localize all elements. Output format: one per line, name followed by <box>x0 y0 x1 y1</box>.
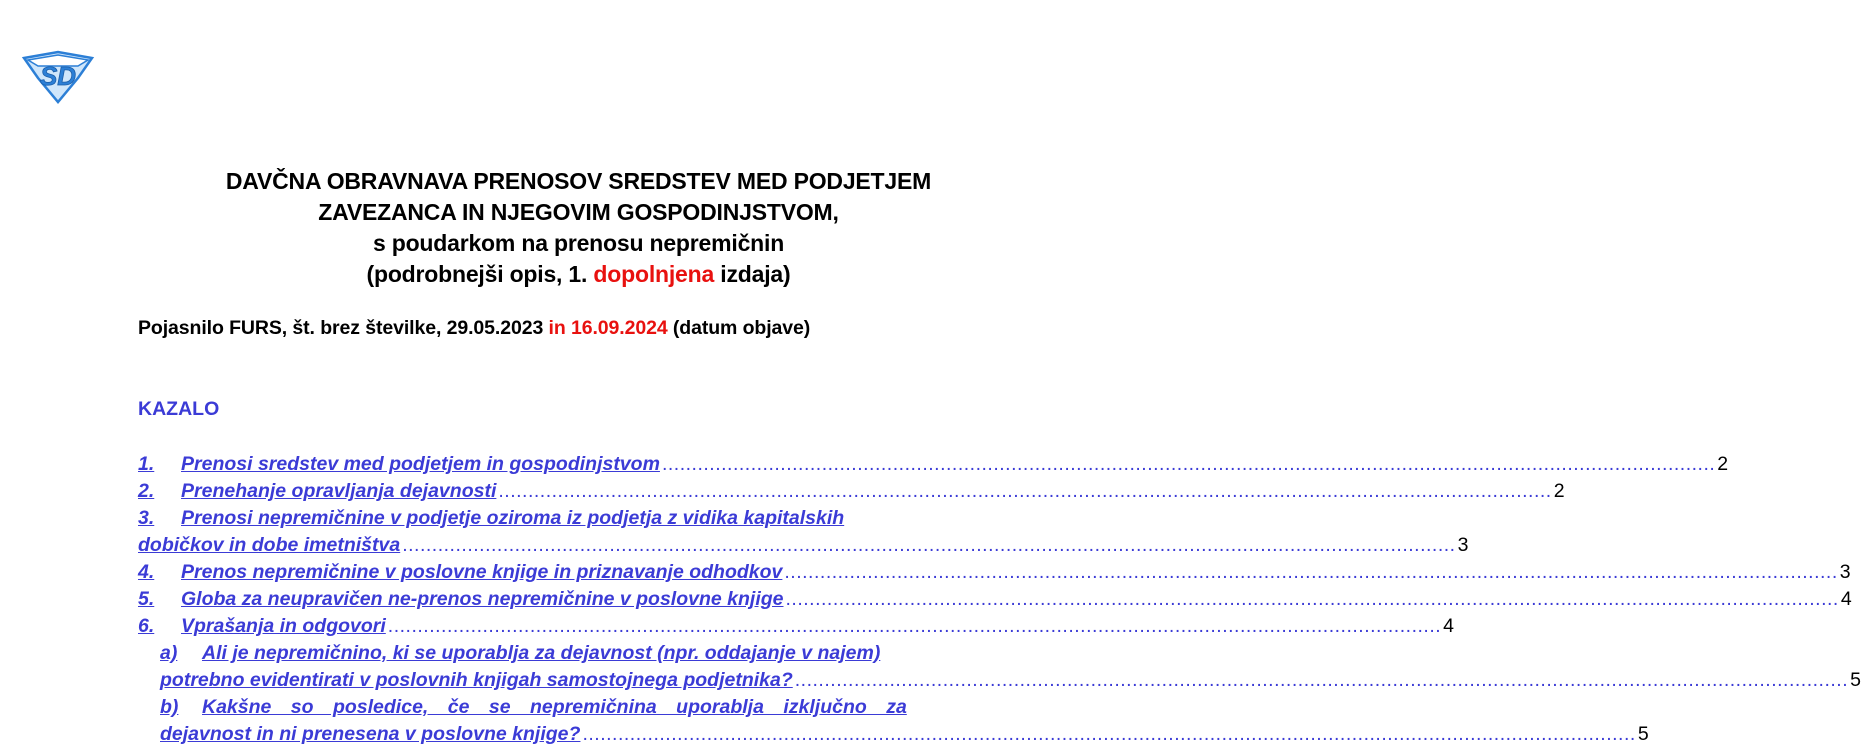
update-date: in 16.09.2024 <box>548 317 668 339</box>
toc-item-5[interactable]: 5. Globa za neupravičen ne-prenos nepremičnine v poslovne knjige .................................................................................................................................................................................. 4 <box>138 588 1852 610</box>
toc-item-6[interactable]: 6. Vprašanja in odgovori .................................................................................................................................................................................. 4 <box>138 615 1455 637</box>
sd-shield-logo <box>20 48 96 104</box>
title-line-2: ZAVEZANCA IN NJEGOVIM GOSPODINJSTVOM, <box>318 199 839 225</box>
toc-subitem-a[interactable]: a) Ali je nepremičnino, ki se uporablja za dejavnost (npr. oddajanje v najem) <box>160 642 881 664</box>
document-reference: Pojasnilo FURS, št. brez številke, 29.05.2023 in 16.09.2024 (datum objave) <box>138 317 811 339</box>
toc-subitem-a-cont[interactable]: potrebno evidentirati v poslovnih knjigah samostojnega podjetnika? .................................................................................................................................................................................. 5 <box>160 669 1861 691</box>
toc-subitem-b-cont[interactable]: dejavnost in ni prenesena v poslovne knjige? .................................................................................................................................................................................. 5 <box>160 723 1649 745</box>
toc-subitem-b[interactable]: b) Kakšne so posledice, če se nepremičnina uporablja izključno za <box>160 696 907 718</box>
edition-highlight: dopolnjena <box>593 261 715 287</box>
title-line-3: s poudarkom na prenosu nepremičnin <box>372 230 785 256</box>
toc-item-3[interactable]: 3. Prenosi nepremičnine v podjetje oziroma iz podjetja z vidika kapitalskih <box>138 507 845 529</box>
svg-text:SD: SD <box>39 61 77 91</box>
toc-heading: KAZALO <box>138 398 220 420</box>
toc-item-1[interactable]: 1. Prenosi sredstev med podjetjem in gospodinjstvom .................................................................................................................................................................................. 2 <box>138 453 1729 475</box>
title-line-4: (podrobnejši opis, 1. dopolnjena izdaja) <box>366 261 791 287</box>
toc-item-4[interactable]: 4. Prenos nepremičnine v poslovne knjige in priznavanje odhodkov .................................................................................................................................................................................. 3 <box>138 561 1851 583</box>
title-line-1: DAVČNA OBRAVNAVA PRENOSOV SREDSTEV MED PODJETJEM <box>225 168 932 194</box>
toc-item-3-cont[interactable]: dobičkov in dobe imetništva .................................................................................................................................................................................. 3 <box>138 534 1469 556</box>
toc-item-2[interactable]: 2. Prenehanje opravljanja dejavnosti .................................................................................................................................................................................. 2 <box>138 480 1565 502</box>
